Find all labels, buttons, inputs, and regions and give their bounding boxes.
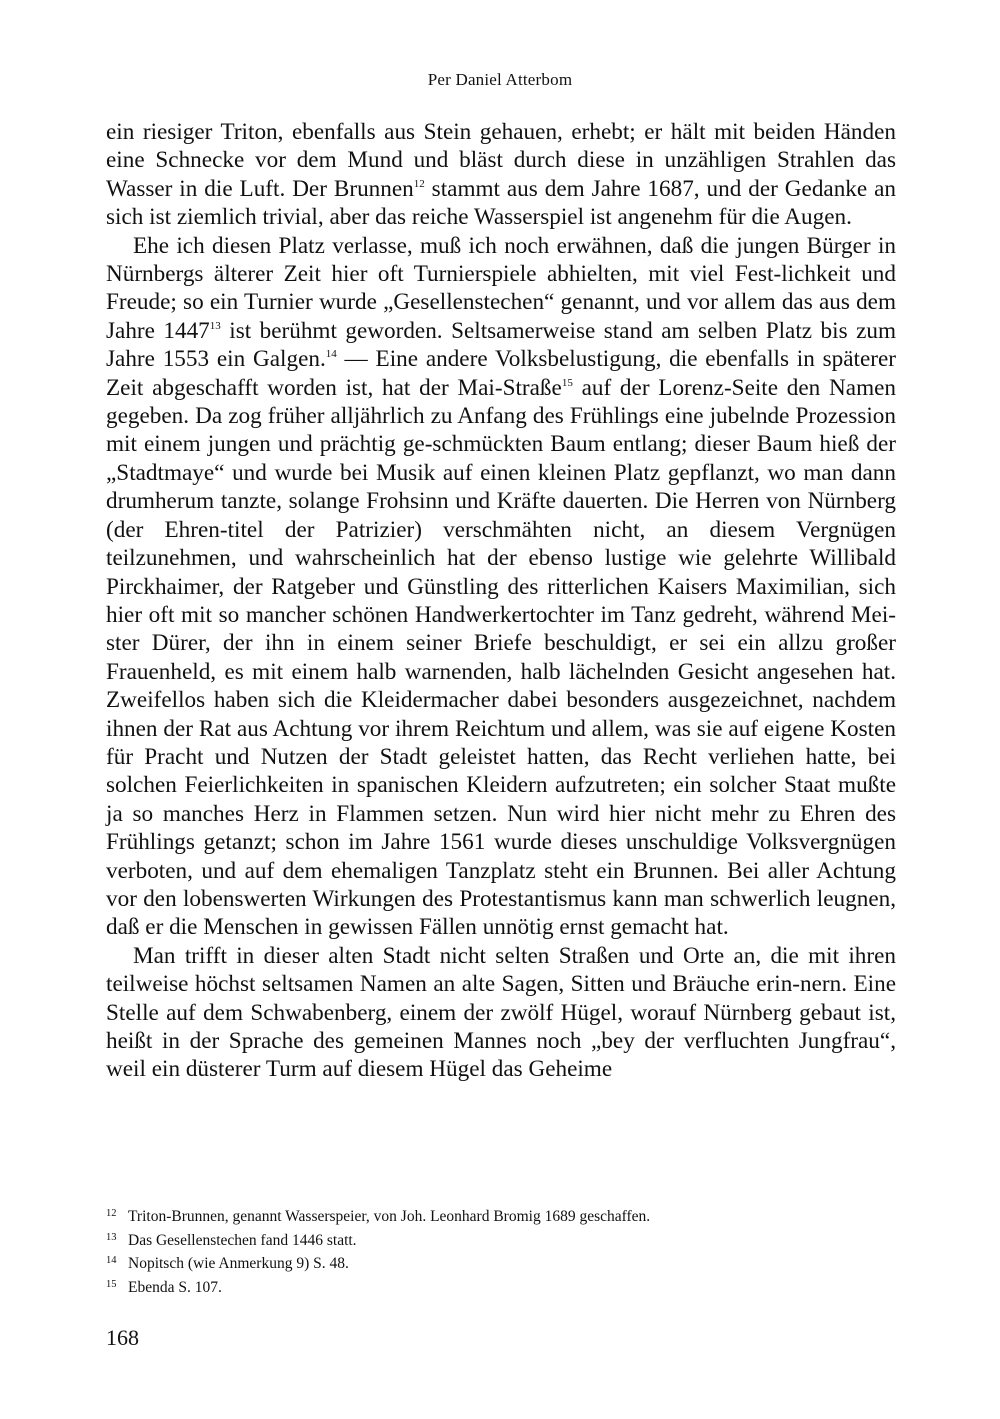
paragraph-1 (106, 118, 896, 232)
paragraph-2-text-c: — Eine andere Volksbelustigung, die ebenfalls in späterer Zeit abgeschafft worden ist, hat der Mai-Straße (106, 346, 896, 401)
page-number: 168 (106, 1325, 139, 1350)
paragraph-2 (106, 232, 896, 942)
footnote-14: 14 Nopitsch (wie Anmerkung 9) S. 48. (106, 1255, 349, 1272)
footnote-ref-14: 14 (325, 348, 337, 361)
body-text (106, 118, 896, 1084)
footnote-ref-12: 12 (413, 177, 425, 190)
paragraph-2-text-b: ist berühmt geworden. Seltsamerweise stand am selben Platz bis zum Jahre 1553 ein Galgen. (106, 317, 896, 373)
footnotes (106, 1205, 896, 1299)
paragraph-3: Man trifft in dieser alten Stadt nicht selten Straßen und Orte an, die mit ihren teilweise höchst seltsamen Namen an alte Sagen, Sitten und Bräuche erin-nern. Eine Stelle auf dem Schwabenberg, einem der zwölf Hügel, worauf Nürnberg gebaut ist, heißt in der Sprache des gemeinen Mannes noch „bey der verfluchten Jungfrau“, weil ein düsterer Turm auf diesem Hügel das Geheime (106, 942, 896, 1083)
footnote-text: Das Gesellenstechen fand 1446 statt. (128, 1231, 357, 1249)
paragraph-2-text-d: auf der Lorenz-Seite den Namen gegeben. Da zog früher alljährlich zu Anfang des Frühlings eine jubelnde Prozession mit einem jungen und prächtig ge-schmückten Baum entlang; dieser Baum hieß der „Stadtmaye“ und wurde bei Musik auf einen kleinen Platz gepflanzt, wo man dann drumherum tanzte, solange Frohsinn und Kräfte dauerten. Die Herren von Nürnberg (der Ehren-titel der Patrizier) verschmähten nicht, an diesem Vergnügen teilzunehmen, und wahrscheinlich hat der ebenso lustige wie gelehrte Willibald Pirckhaimer, der Ratgeber und Günstling des ritterlichen Kaisers Maximilian, sich hier oft mit so mancher schönen Handwerkertochter im Tanz gedreht, während Mei-ster Dürer, der ihn in einem seiner Briefe beschuldigt, er sei ein allzu großer Frauenheld, es mit einem halb warnenden, halb lächelnden Gesicht angesehen hat. Zweifellos haben sich die Kleidermacher dabei besonders ausgezeichnet, nachdem ihnen der Rat aus Achtung vor ihrem Reichtum und allem, was sie auf eigene Kosten für Pracht und Nutzen der Stadt geleistet hatten, das Recht verliehen hatte, bei solchen Feierlichkeiten in spanischen Kleidern aufzutreten; ein solcher Staat mußte ja so manches Herz in Flammen setzen. Nun wird hier nicht mehr zu Ehren des Frühlings getanzt; schon im Jahre 1561 wurde dieses unschuldige Volksvergnügen verboten, und auf dem ehemaligen Tanzplatz steht ein Brunnen. Bei aller Achtung vor den lobenswerten Wirkungen des Protestantismus kann man schwerlich leugnen, daß er die Menschen in gewissen Fällen unnötig ernst gemacht hat. (106, 374, 896, 941)
footnote-ref-15: 15 (561, 376, 573, 389)
footnote-text: Ebenda S. 107. (128, 1278, 222, 1296)
footnote-15: 15 Ebenda S. 107. (106, 1278, 222, 1296)
footnote-text: Nopitsch (wie Anmerkung 9) S. 48. (128, 1255, 349, 1272)
footnote-text: Triton-Brunnen, genannt Wasserspeier, von Joh. Leonhard Bromig 1689 geschaffen. (128, 1208, 651, 1225)
paragraph-1-text-a: ein riesiger Triton, ebenfalls aus Stein gehauen, erhebt; er hält mit beiden Händen eine Schnecke vor dem Mund und bläst durch diese in unzähligen Strahlen das Wasser in die Luft. Der Brunnen (106, 119, 896, 202)
footnote-13: 13 Das Gesellenstechen fand 1446 statt. (106, 1231, 357, 1249)
running-head: Per Daniel Atterbom (427, 70, 573, 89)
paragraph-2-text-a: Ehe ich diesen Platz verlasse, muß ich noch erwähnen, daß die jungen Bürger in Nürnbergs älterer Zeit hier oft Turnierspiele abhielten, mit viel Fest-lichkeit und Freude; so ein Turnier wurde „Gesellenstechen“ genannt, und vor allem das aus dem Jahre 1447 (106, 232, 896, 344)
footnote-ref-13: 13 (209, 319, 221, 332)
footnote-12: 12 Triton-Brunnen, genannt Wasserspeier, von Joh. Leonhard Bromig 1689 geschaffen. (106, 1208, 651, 1225)
paragraph-1-text-b: stammt aus dem Jahre 1687, und der Gedanke an sich ist ziemlich trivial, aber das reiche Wasserspiel ist angenehm für die Augen. (106, 175, 897, 231)
